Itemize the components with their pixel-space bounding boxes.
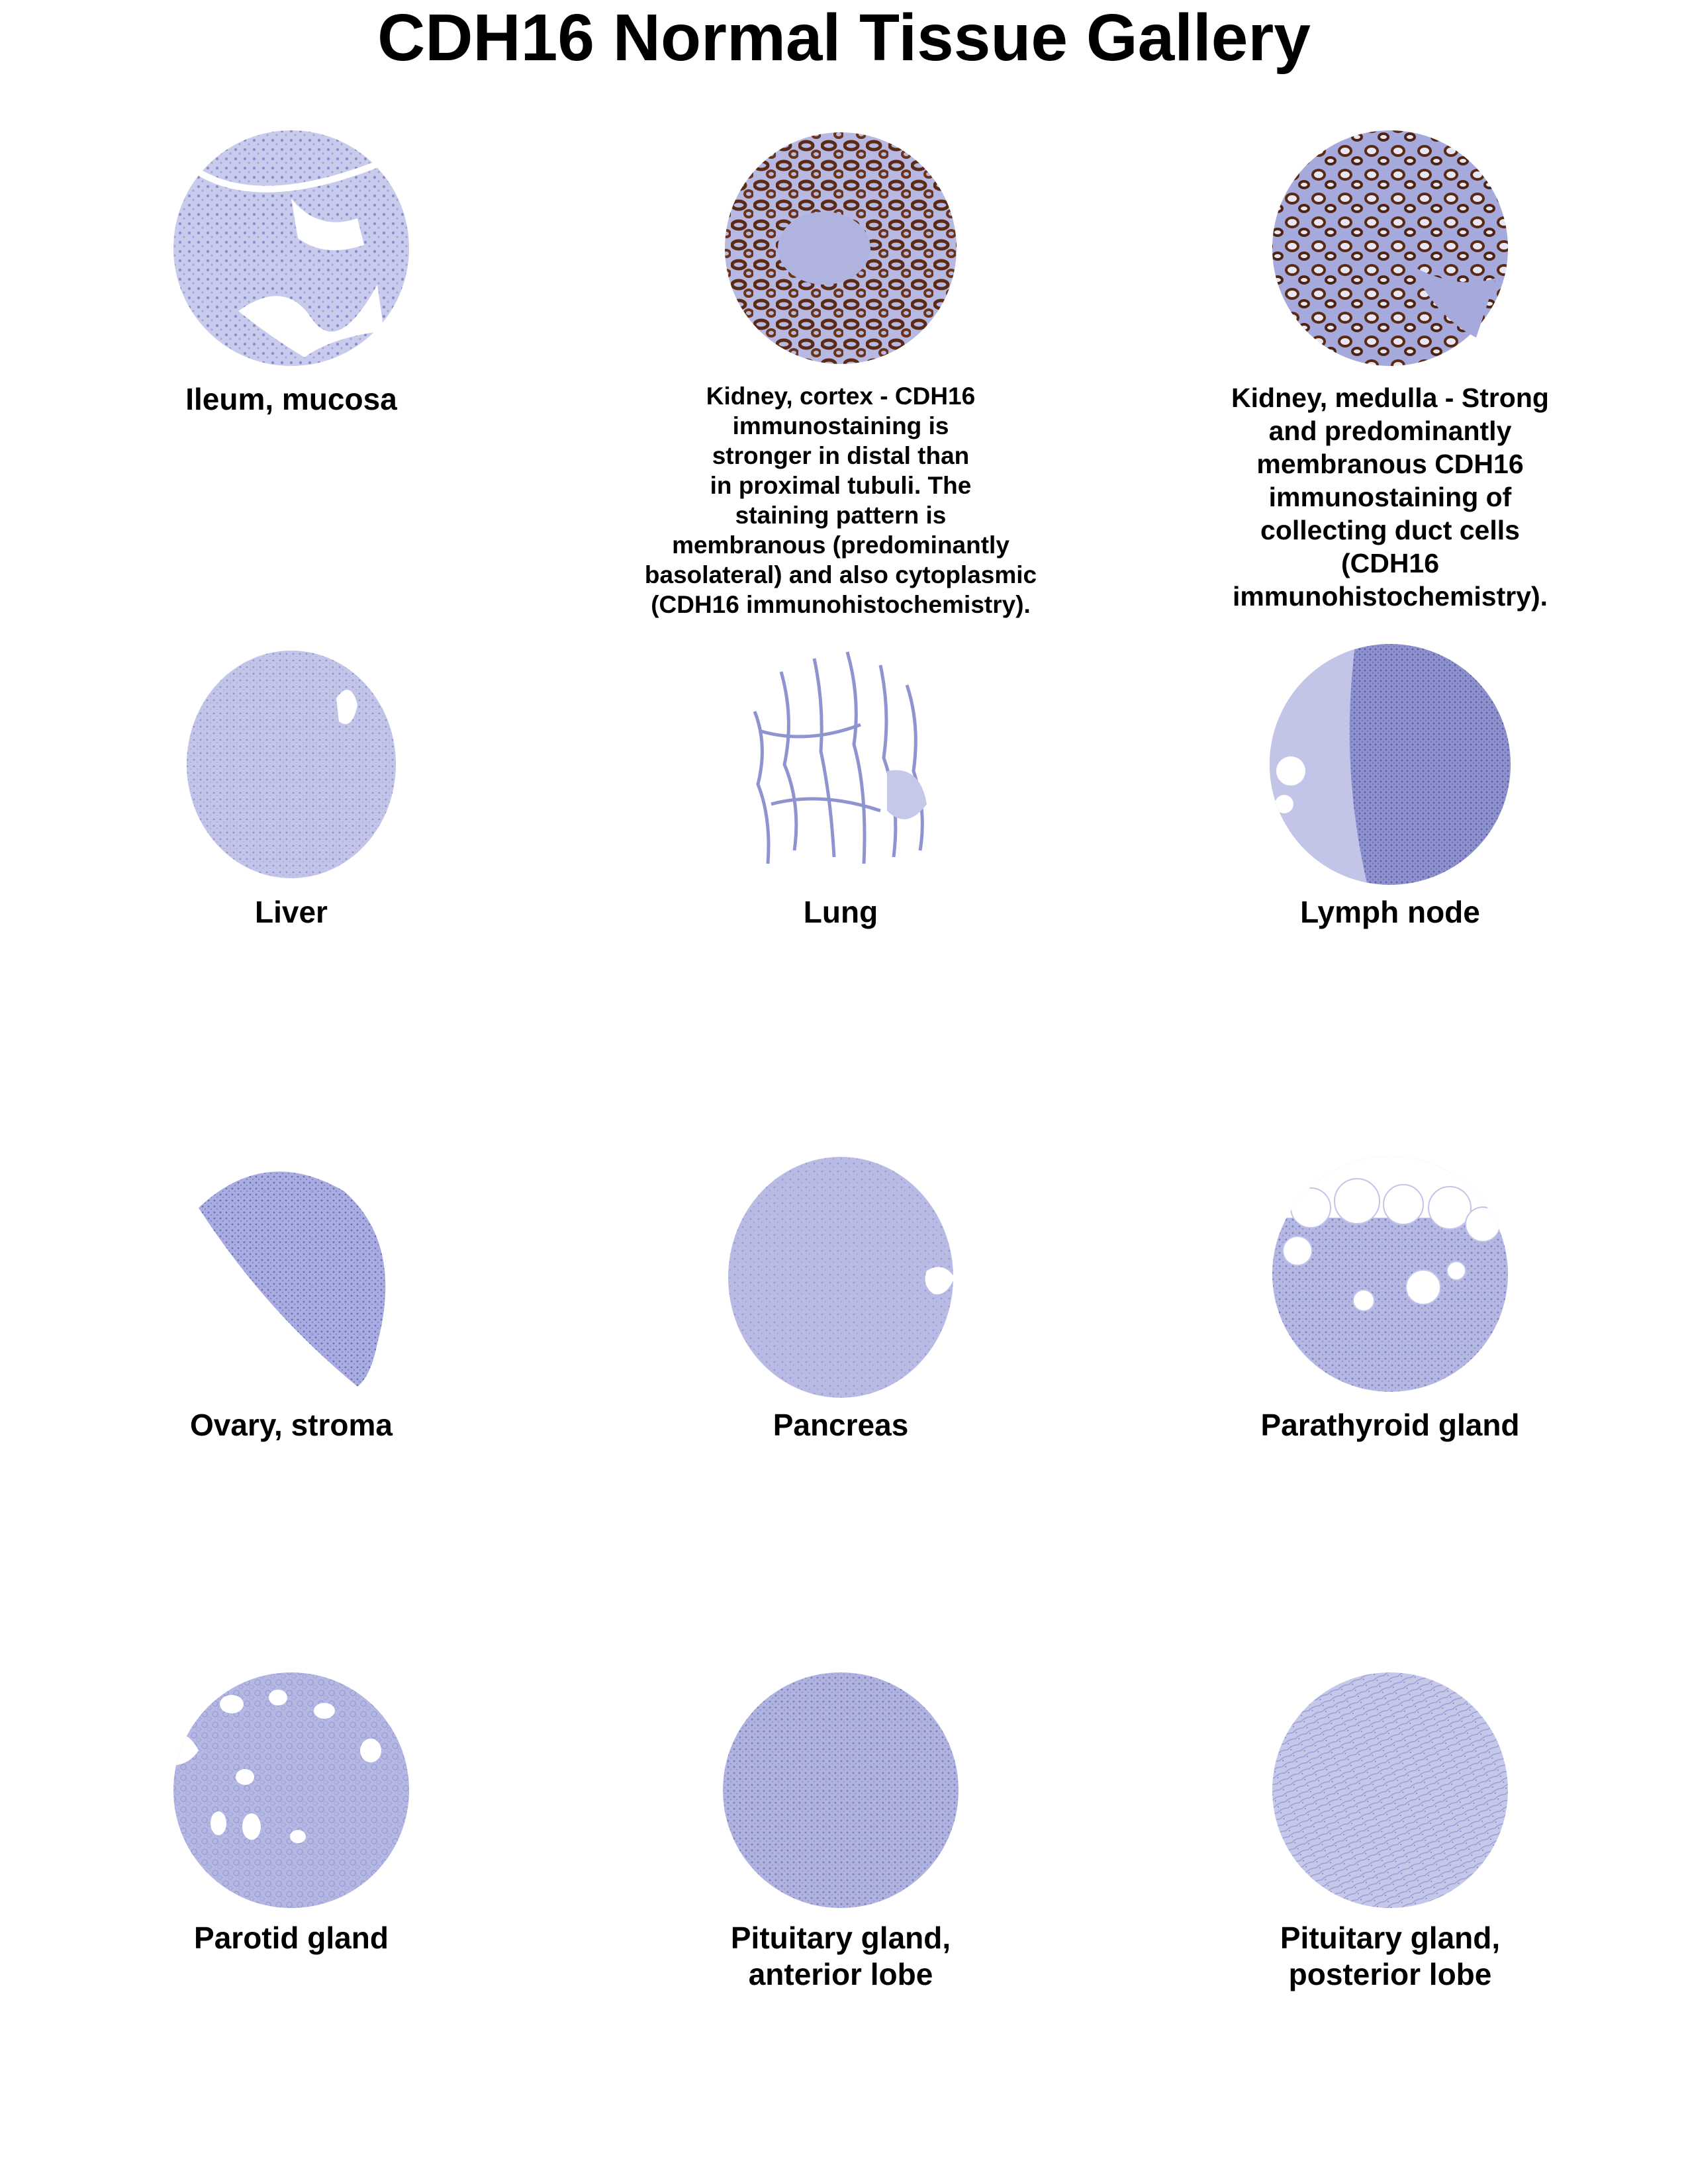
liver-tissue-image (159, 632, 424, 897)
tile-ileum-mucosa[interactable] (20, 119, 563, 418)
tile-caption: Ileum, mucosa (185, 382, 397, 416)
tile-caption: Kidney, medulla - Strong and predominantly membranous CDH16 immunostaining of collecting duct cells (CDH16 immunohistochemistry). (1231, 383, 1549, 612)
tile-parathyroid-gland[interactable] (1119, 1145, 1662, 1443)
tile-caption: Liver (255, 895, 328, 929)
lymph-node-tissue-image (1258, 632, 1523, 897)
tile-caption: Parotid gland (194, 1921, 389, 1955)
tile-caption: Pituitary gland, posterior lobe (1280, 1921, 1501, 1991)
parathyroid-tissue-image (1258, 1145, 1523, 1410)
ileum-tissue-image (159, 119, 424, 384)
tile-caption: Parathyroid gland (1260, 1408, 1520, 1442)
kidney-cortex-tissue-image (708, 119, 973, 384)
tile-liver[interactable] (20, 632, 563, 931)
tile-lymph-node[interactable] (1119, 632, 1662, 931)
lung-tissue-image (708, 632, 973, 897)
pancreas-tissue-image (708, 1145, 973, 1410)
pituitary-posterior-tissue-image (1258, 1658, 1523, 1923)
tile-caption: Lymph node (1300, 895, 1480, 929)
tile-pituitary-anterior[interactable] (569, 1658, 1112, 1993)
page-title: CDH16 Normal Tissue Gallery (377, 1, 1311, 75)
tile-lung[interactable] (569, 632, 1112, 931)
pituitary-anterior-tissue-image (708, 1658, 973, 1923)
tile-kidney-cortex[interactable] (569, 119, 1112, 619)
tile-caption: Pancreas (773, 1408, 909, 1442)
kidney-medulla-tissue-image (1258, 119, 1523, 384)
tile-caption: Ovary, stroma (190, 1408, 393, 1442)
tile-parotid-gland[interactable] (20, 1658, 563, 1956)
tile-caption: Lung (803, 895, 878, 929)
tile-pancreas[interactable] (569, 1145, 1112, 1443)
parotid-tissue-image (159, 1658, 424, 1923)
ovary-stroma-tissue-image (159, 1145, 424, 1410)
tile-caption: Pituitary gland, anterior lobe (730, 1921, 951, 1991)
tile-caption: Kidney, cortex - CDH16 immunostaining is stronger in distal than in proximal tubuli. The staining pattern is membranous (predominantly basolateral) and also cytoplasmic (CDH16 immunohistochemistry). (644, 383, 1037, 618)
tile-pituitary-posterior[interactable] (1119, 1658, 1662, 1993)
tile-kidney-medulla[interactable] (1119, 119, 1662, 613)
tile-ovary-stroma[interactable] (20, 1145, 563, 1443)
